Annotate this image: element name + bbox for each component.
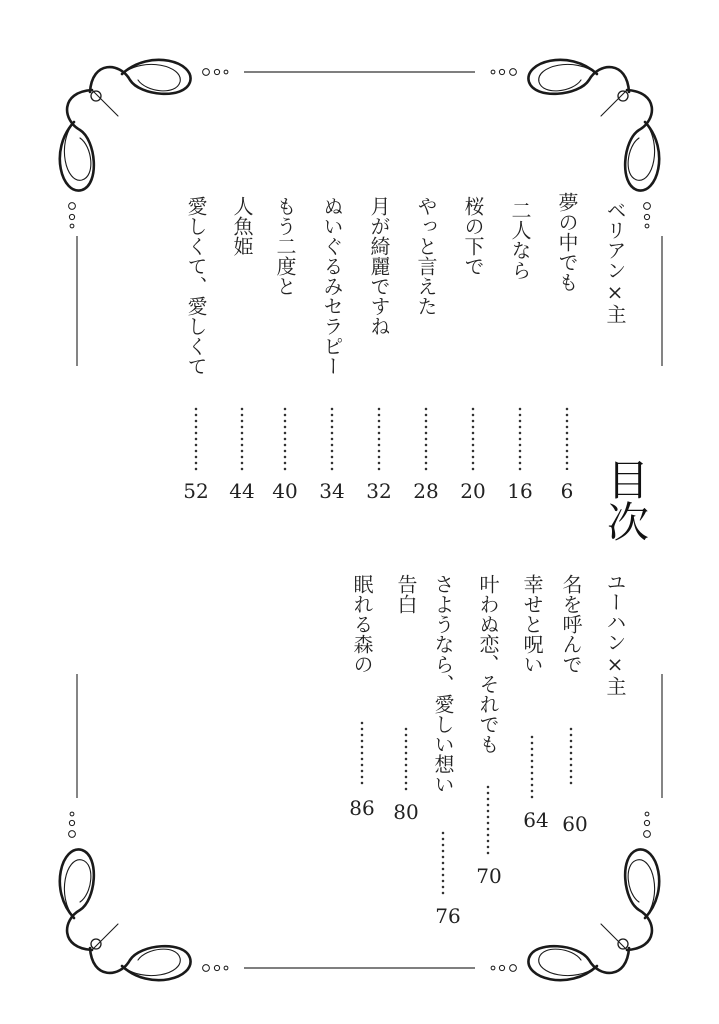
leader-dots xyxy=(240,406,244,472)
page-number: 16 xyxy=(507,479,533,503)
toc-entry xyxy=(229,196,255,512)
entry-title: さようなら、愛しい想い xyxy=(431,574,455,794)
entry-title: 夢の中でも xyxy=(555,192,579,292)
toc-entry xyxy=(559,574,588,836)
toc-entry xyxy=(393,574,419,836)
leader-dots xyxy=(518,406,522,472)
leader-dots xyxy=(330,406,334,472)
toc-entry xyxy=(431,574,461,934)
leader-dots xyxy=(360,720,364,786)
page-number: 52 xyxy=(183,479,209,503)
toc-entry xyxy=(272,196,298,512)
leader-dots xyxy=(194,406,198,472)
leader-dots xyxy=(486,784,490,856)
page-number: 34 xyxy=(319,479,345,503)
page-number: 32 xyxy=(366,479,392,503)
toc-entry xyxy=(183,196,209,512)
page-number: 28 xyxy=(413,479,439,503)
entry-title: 眠れる森の xyxy=(350,574,374,674)
page-number: 44 xyxy=(229,479,255,503)
leader-dots xyxy=(441,830,445,896)
page-number: 20 xyxy=(460,479,486,503)
section-heading: ユーハン×主 xyxy=(603,572,627,696)
entry-title: 桜の下で xyxy=(461,196,485,276)
entry-title: やっと言えた xyxy=(414,196,438,316)
toc-entry xyxy=(366,196,392,512)
leader-dots xyxy=(377,406,381,472)
toc-entry xyxy=(319,196,345,512)
page-number: 80 xyxy=(393,800,419,824)
leader-dots xyxy=(569,726,573,786)
toc-entry xyxy=(460,196,486,512)
entry-title: 月が綺麗ですね xyxy=(367,196,391,336)
page-title: 目次 xyxy=(601,458,650,542)
leader-dots xyxy=(404,726,408,792)
toc-entry xyxy=(476,574,502,894)
toc-entry xyxy=(413,196,439,512)
leader-dots xyxy=(283,406,287,472)
toc-entry xyxy=(349,574,375,836)
page-number: 60 xyxy=(562,812,588,836)
section-heading: ベリアン×主 xyxy=(603,200,627,324)
entry-title: 愛しくて、愛しくて xyxy=(184,196,208,376)
entry-title: もう二度と xyxy=(273,196,297,296)
leader-dots xyxy=(471,406,475,472)
toc-entry xyxy=(520,574,549,836)
page-number: 6 xyxy=(560,479,574,503)
page-number: 86 xyxy=(349,796,375,820)
page-number: 40 xyxy=(272,479,298,503)
page-number: 70 xyxy=(476,864,502,888)
page-number: 64 xyxy=(523,808,549,832)
leader-dots xyxy=(565,406,569,470)
toc-entry xyxy=(557,192,577,512)
entry-title: 幸せと呪い xyxy=(520,574,544,674)
entry-title: ぬいぐるみセラピー xyxy=(320,196,344,376)
entry-title: 人魚姫 xyxy=(230,196,254,256)
entry-title: 名を呼んで xyxy=(559,574,583,674)
leader-dots xyxy=(424,406,428,472)
entry-title: 告白 xyxy=(394,574,418,614)
toc-entry xyxy=(507,200,533,512)
page-number: 76 xyxy=(435,904,461,928)
entry-title: 二人なら xyxy=(508,200,532,280)
entry-title: 叶わぬ恋、それでも xyxy=(476,574,500,754)
leader-dots xyxy=(530,734,534,800)
